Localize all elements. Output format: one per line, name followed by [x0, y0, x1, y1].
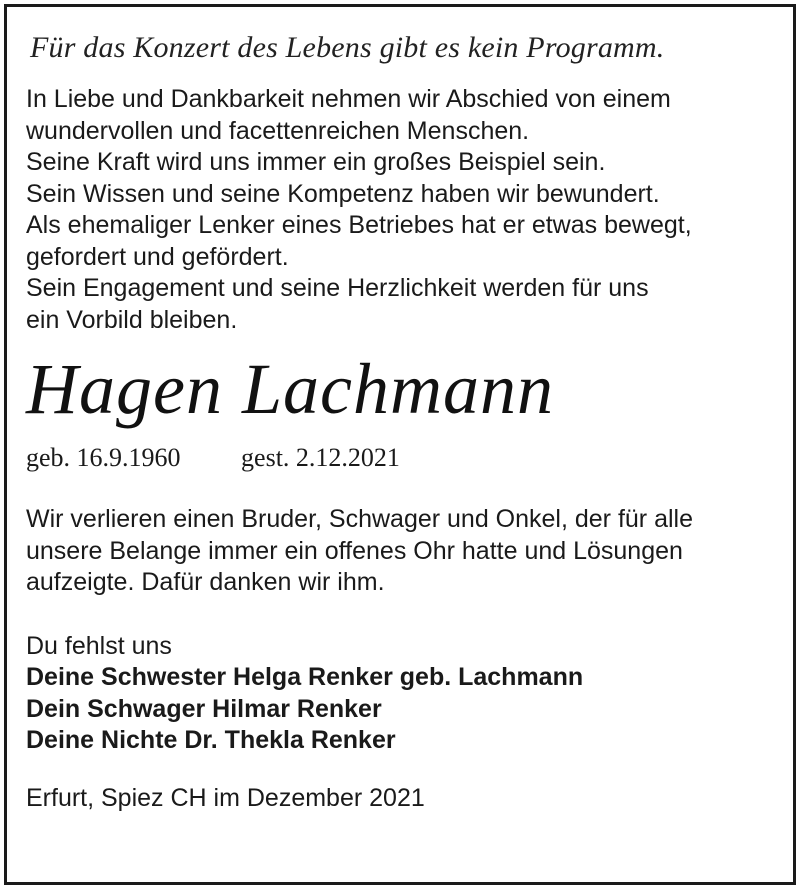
- intro-line: wundervollen und facettenreichen Menschen.: [26, 116, 530, 145]
- mourners-block: [26, 631, 776, 757]
- intro-line: Sein Engagement und seine Herzlichkeit werden für uns: [26, 274, 649, 302]
- tribute-paragraph: [26, 504, 776, 599]
- intro-line: gefordert und gefördert.: [26, 242, 289, 271]
- intro-line: In Liebe und Dankbarkeit nehmen wir Abschied von einem: [26, 85, 671, 113]
- mourner-name: Deine Nichte Dr. Thekla Renker: [26, 726, 396, 754]
- place-date: Erfurt, Spiez CH im Dezember 2021: [26, 783, 425, 812]
- death-date: gest. 2.12.2021: [241, 443, 400, 472]
- intro-line: Sein Wissen und seine Kompetenz haben wir bewundert.: [26, 179, 660, 208]
- tribute-line: unsere Belange immer ein offenes Ohr hatte und Lösungen: [26, 536, 683, 565]
- intro-line: Als ehemaliger Lenker eines Betriebes hat er etwas bewegt,: [26, 211, 692, 239]
- obituary-notice: [26, 28, 776, 814]
- farewell-text: Du fehlst uns: [26, 631, 172, 660]
- mourner-name: Deine Schwester Helga Renker geb. Lachmann: [26, 663, 584, 691]
- intro-line: ein Vorbild bleiben.: [26, 305, 238, 334]
- deceased-name: Hagen Lachmann: [26, 349, 554, 429]
- birth-date: geb. 16.9.1960: [26, 443, 181, 472]
- tribute-line: Wir verlieren einen Bruder, Schwager und Onkel, der für alle: [26, 505, 693, 533]
- mourner-name: Dein Schwager Hilmar Renker: [26, 694, 382, 723]
- tribute-line: aufzeigte. Dafür danken wir ihm.: [26, 568, 385, 596]
- intro-paragraph: [26, 84, 776, 336]
- life-dates: [26, 442, 776, 474]
- intro-line: Seine Kraft wird uns immer ein großes Beispiel sein.: [26, 148, 606, 176]
- motto: Für das Konzert des Lebens gibt es kein Programm.: [30, 31, 665, 64]
